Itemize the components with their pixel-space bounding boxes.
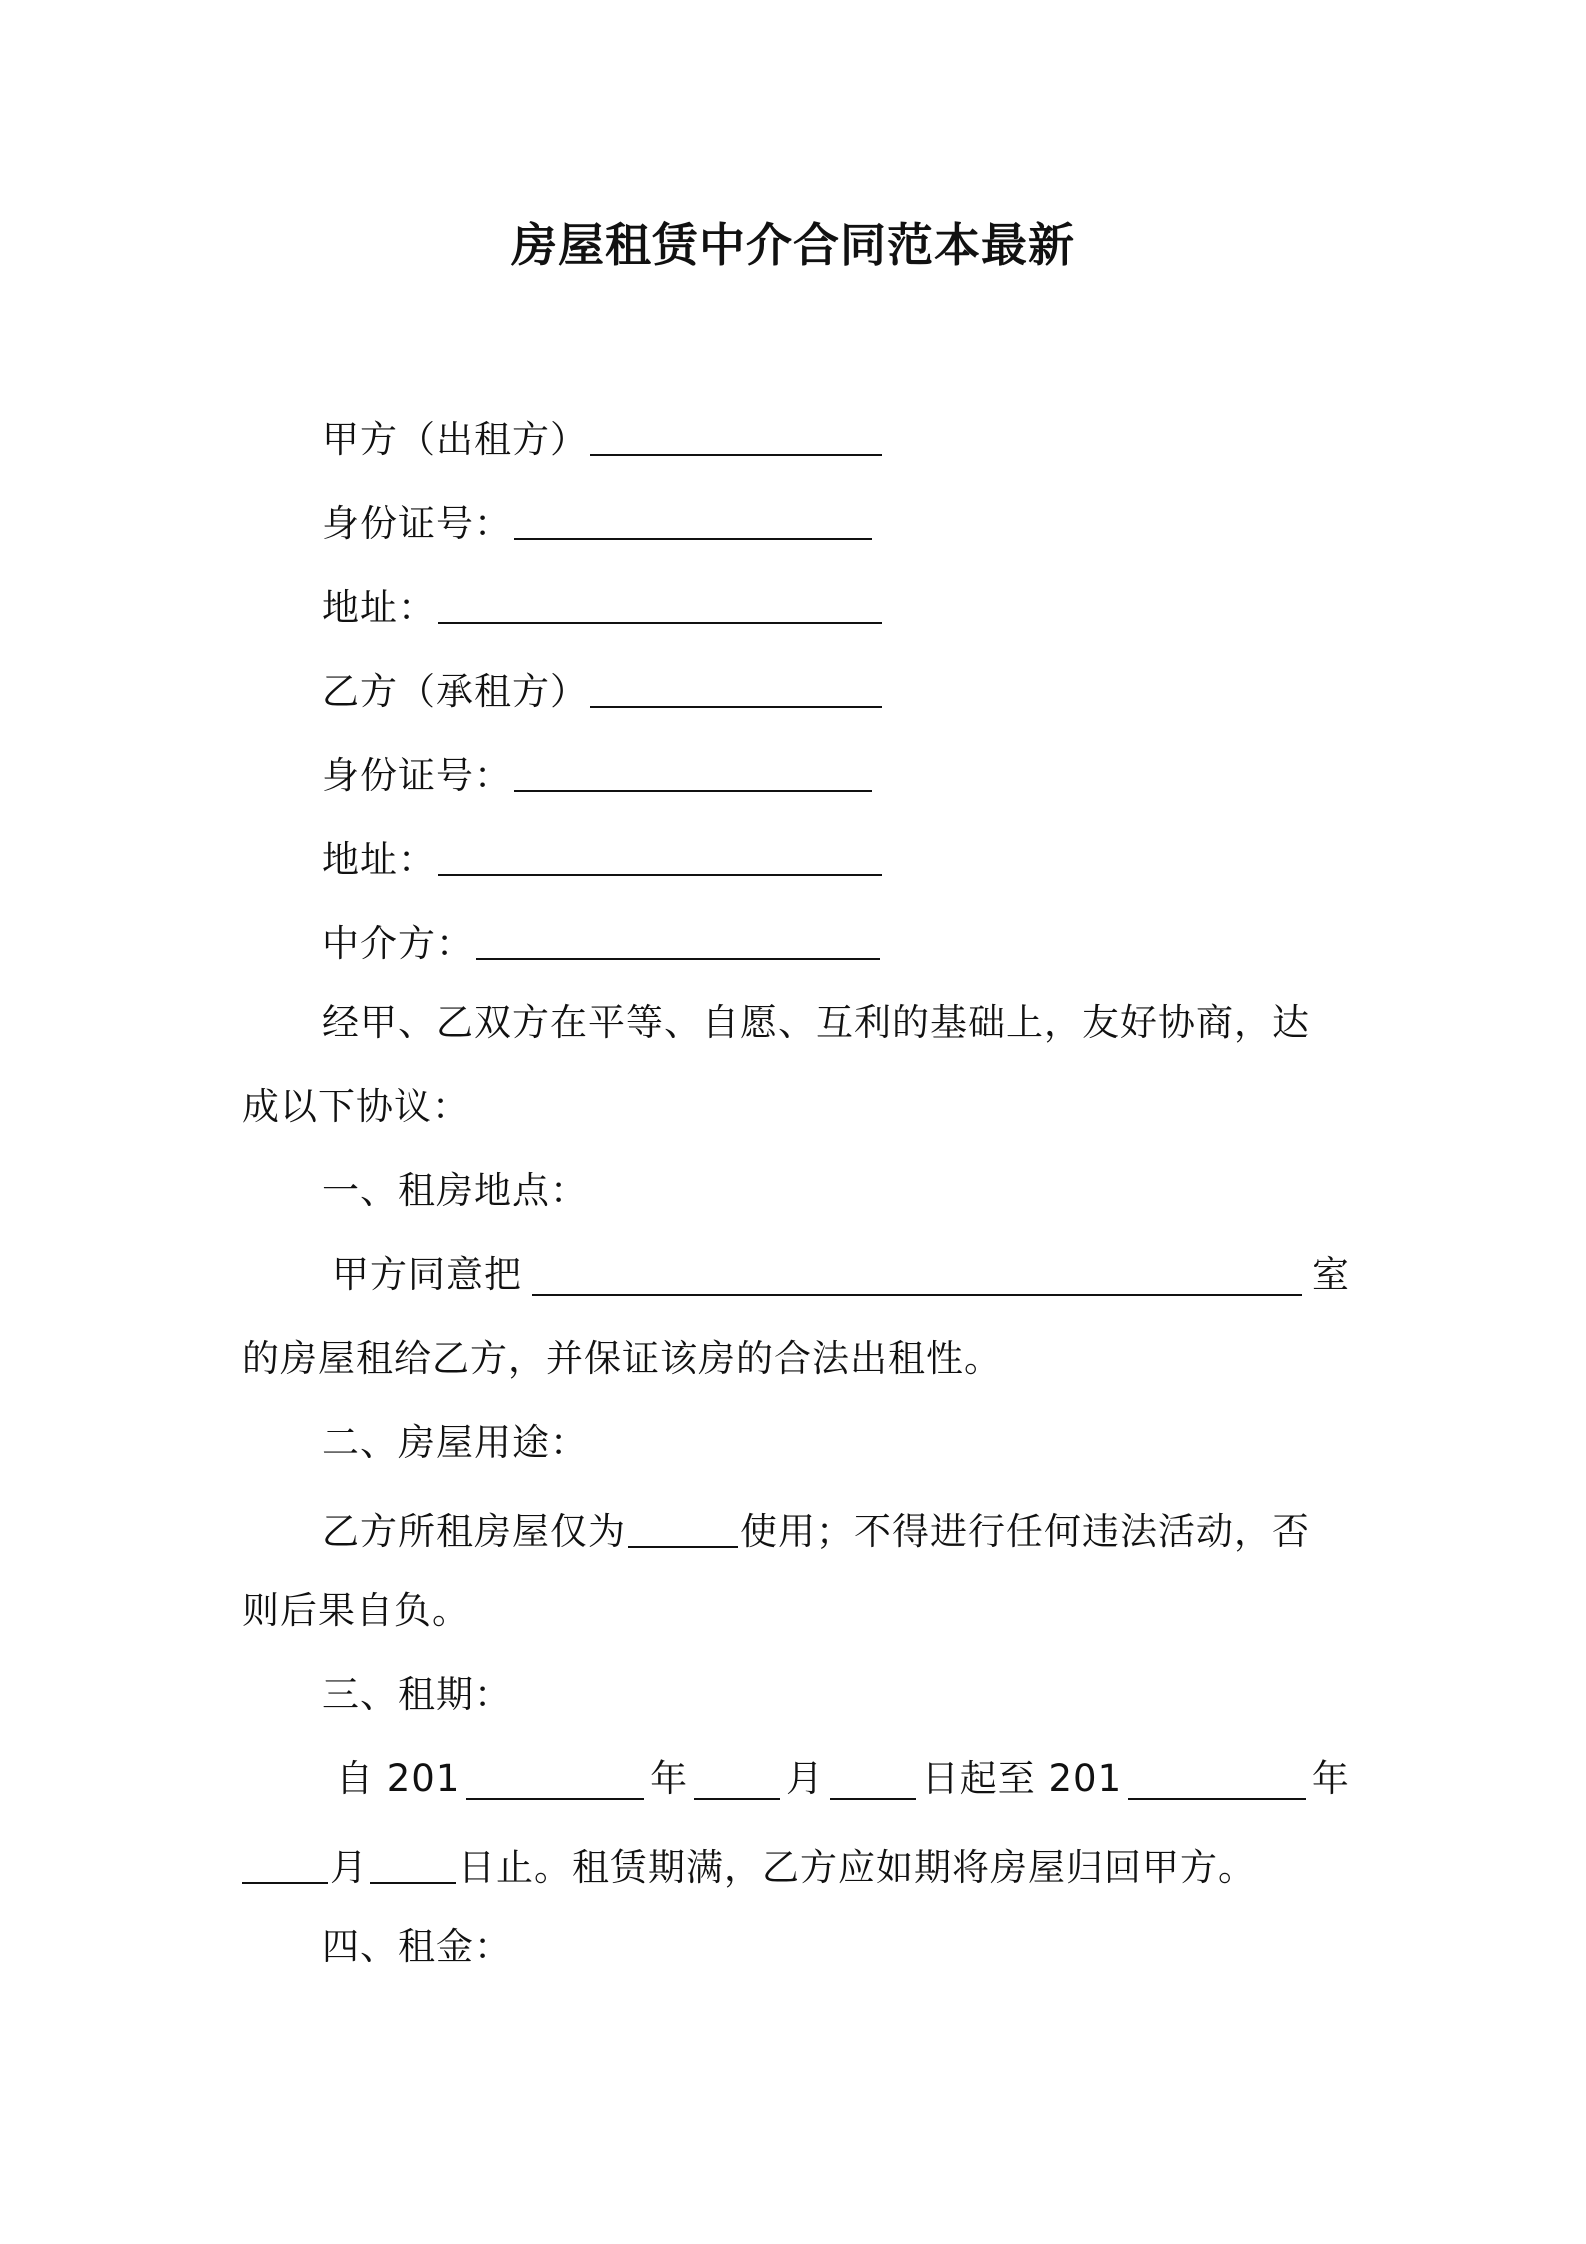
party-b-blank — [590, 666, 882, 708]
section-2-line-1 — [322, 1502, 1310, 1557]
party-b-address-blank — [438, 834, 882, 876]
party-b-label: 乙方（承租方） — [322, 670, 588, 713]
section-2-heading: 二、房屋用途： — [322, 1421, 588, 1464]
section-1-line-1 — [322, 1250, 1350, 1300]
section-3-day-end-text: 日止。租赁期满，乙方应如期将房屋归回甲方。 — [458, 1846, 1256, 1889]
document-title: 房屋租赁中介合同范本最新 — [511, 218, 1075, 272]
section-3-heading: 三、租期： — [322, 1673, 512, 1716]
party-a-id-line — [322, 494, 874, 549]
party-b-id-blank — [514, 750, 872, 792]
section-3-year-to-blank — [1128, 1758, 1306, 1800]
section-3-day-from-label: 日起至 201 — [921, 1757, 1123, 1800]
section-3-day-from-blank — [830, 1758, 916, 1800]
party-b-address-label: 地址： — [322, 838, 436, 881]
party-a-id-label: 身份证号： — [322, 502, 512, 545]
section-3-line-2 — [242, 1838, 1256, 1893]
section-1-prefix: 甲方同意把 — [332, 1253, 522, 1296]
section-3-month-label: 月 — [785, 1757, 824, 1800]
section-1-suffix: 室 — [1312, 1253, 1350, 1296]
section-3-month-to-blank — [242, 1842, 328, 1884]
section-3-year2-label: 年 — [1311, 1757, 1350, 1800]
party-a-line — [322, 410, 884, 465]
intro-line-1: 经甲、乙双方在平等、自愿、互利的基础上，友好协商，达 — [322, 1001, 1310, 1044]
section-1-location-blank — [532, 1254, 1302, 1296]
section-3-line-1 — [322, 1754, 1350, 1804]
party-a-address-blank — [438, 582, 882, 624]
section-2-line-2: 则后果自负。 — [242, 1589, 470, 1632]
intro-line-2: 成以下协议： — [242, 1085, 470, 1128]
section-1-line-2: 的房屋租给乙方，并保证该房的合法出租性。 — [242, 1337, 1002, 1380]
section-1-heading: 一、租房地点： — [322, 1169, 588, 1212]
party-a-address-line — [322, 578, 884, 633]
party-a-blank — [590, 414, 882, 456]
party-a-id-blank — [514, 498, 872, 540]
party-b-line — [322, 662, 884, 717]
section-3-year-from-blank — [466, 1758, 644, 1800]
section-3-month-from-blank — [694, 1758, 780, 1800]
section-3-year-label: 年 — [650, 1757, 689, 1800]
section-4-heading: 四、租金： — [322, 1925, 512, 1968]
section-3-day-to-blank — [370, 1842, 456, 1884]
section-2-usage-blank — [628, 1506, 738, 1548]
agent-label: 中介方： — [322, 922, 474, 965]
agent-blank — [476, 918, 880, 960]
agent-line — [322, 914, 882, 969]
section-3-from-label: 自 201 — [336, 1757, 461, 1800]
party-b-id-line — [322, 746, 874, 801]
section-3-month2-label: 月 — [330, 1846, 368, 1889]
section-2-suffix: 使用；不得进行任何违法活动，否 — [740, 1510, 1310, 1553]
party-a-label: 甲方（出租方） — [322, 418, 588, 461]
party-b-address-line — [322, 830, 884, 885]
party-a-address-label: 地址： — [322, 586, 436, 629]
section-2-prefix: 乙方所租房屋仅为 — [322, 1510, 626, 1553]
party-b-id-label: 身份证号： — [322, 754, 512, 797]
